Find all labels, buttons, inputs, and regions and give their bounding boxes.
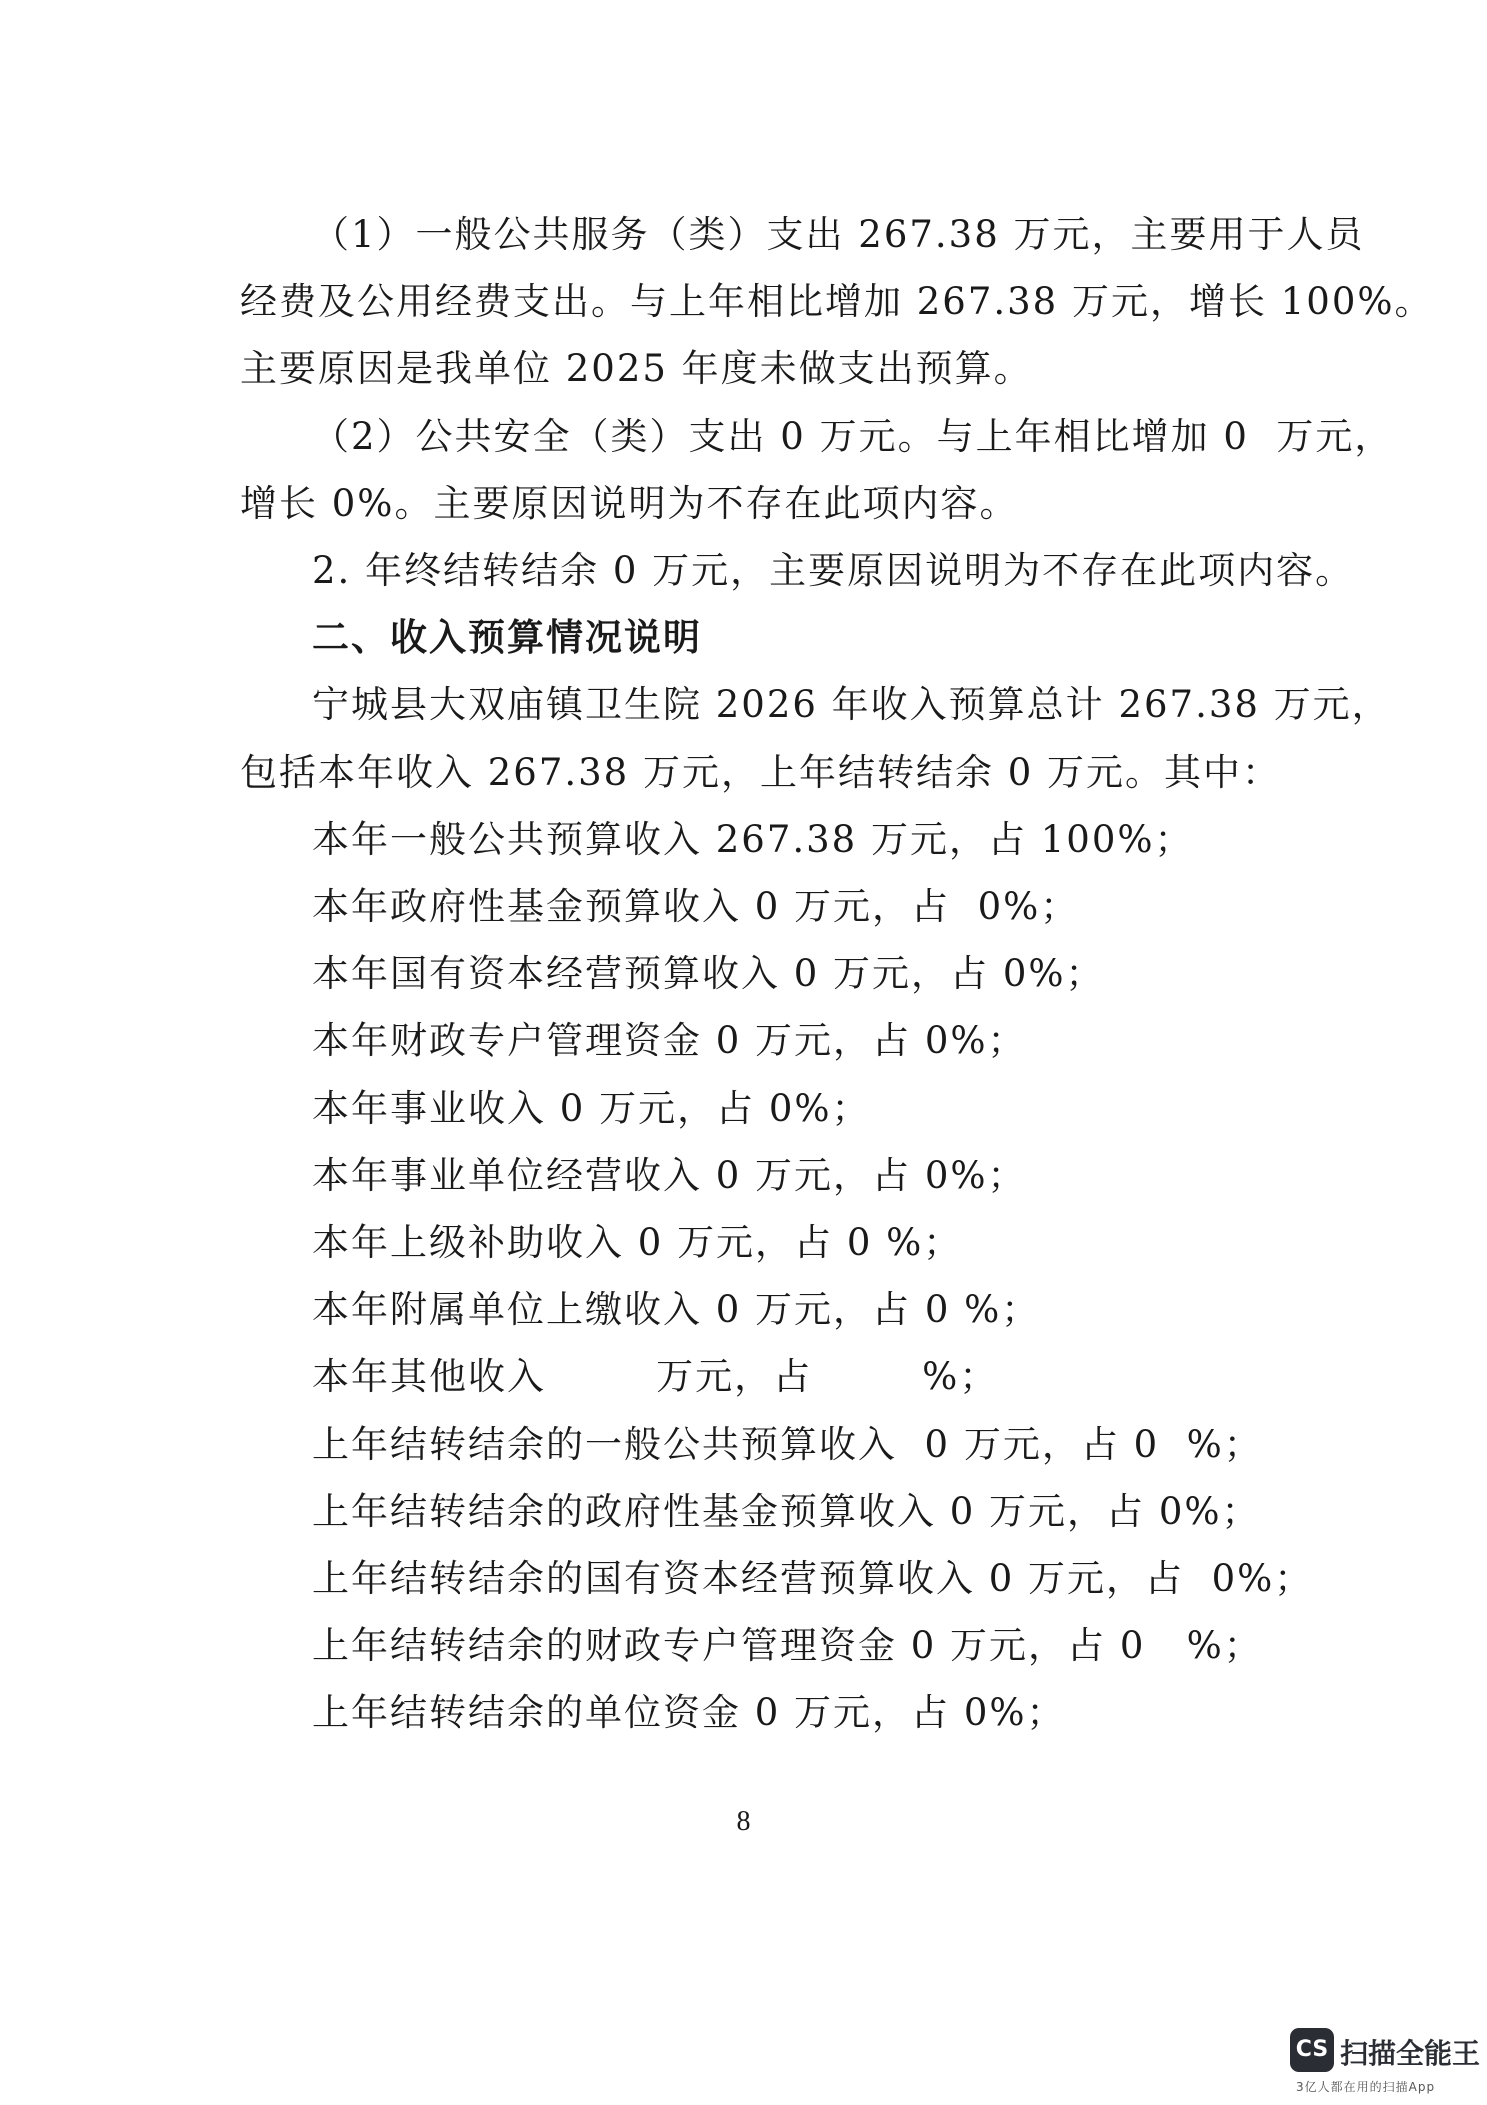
paragraph-line: 经费及公用经费支出。与上年相比增加 267.38 万元，增长 100%。 (240, 280, 1434, 324)
paragraph-line: 上年结转结余的单位资金 0 万元，占 0%； (312, 1691, 1066, 1735)
paragraph-line: 上年结转结余的一般公共预算收入 0 万元，占 0 %； (312, 1422, 1263, 1466)
camscanner-logo-icon: CS (1290, 2028, 1334, 2072)
watermark-slogan: 3亿人都在用的扫描App (1296, 2080, 1436, 2094)
paragraph-line: 包括本年收入 267.38 万元，上年结转结余 0 万元。其中： (240, 750, 1282, 794)
paragraph-line: 宁城县大双庙镇卫生院 2026 年收入预算总计 267.38 万元， (312, 683, 1391, 727)
paragraph-line: 本年国有资本经营预算收入 0 万元，占 0%； (312, 952, 1105, 996)
paragraph-line: 上年结转结余的政府性基金预算收入 0 万元，占 0%； (312, 1489, 1261, 1533)
paragraph-line: （2）公共安全（类）支出 0 万元。与上年相比增加 0 万元， (312, 414, 1394, 458)
paragraph-line: 本年事业单位经营收入 0 万元，占 0%； (312, 1153, 1027, 1197)
scanner-watermark (1290, 2028, 1481, 2098)
paragraph-line: 本年政府性基金预算收入 0 万元，占 0%； (312, 885, 1080, 928)
paragraph-line: 上年结转结余的财政专户管理资金 0 万元，占 0 %； (312, 1624, 1263, 1668)
paragraph-line: 主要原因是我单位 2025 年度未做支出预算。 (240, 347, 1033, 391)
page-number: 8 (736, 1806, 751, 1837)
paragraph-line: 2. 年终结转结余 0 万元，主要原因说明为不存在此项内容。 (312, 549, 1355, 592)
watermark-brand: 扫描全能王 (1340, 2037, 1481, 2070)
paragraph-line: 本年事业收入 0 万元，占 0%； (312, 1086, 871, 1130)
paragraph-line: 上年结转结余的国有资本经营预算收入 0 万元，占 0%； (312, 1557, 1314, 1600)
paragraph-line: 本年上级补助收入 0 万元，占 0 %； (312, 1221, 963, 1264)
paragraph-line: 本年财政专户管理资金 0 万元，占 0%； (312, 1019, 1027, 1063)
section-heading: 二、收入预算情况说明 (312, 616, 702, 660)
paragraph-line: （1）一般公共服务（类）支出 267.38 万元，主要用于人员 (312, 213, 1365, 256)
paragraph-line: 本年其他收入 万元，占 %； (312, 1355, 999, 1399)
paragraph-line: 本年附属单位上缴收入 0 万元，占 0 %； (312, 1288, 1041, 1332)
paragraph-line: 本年一般公共预算收入 267.38 万元，占 100%； (312, 817, 1194, 861)
paragraph-line: 增长 0%。主要原因说明为不存在此项内容。 (240, 481, 1019, 525)
